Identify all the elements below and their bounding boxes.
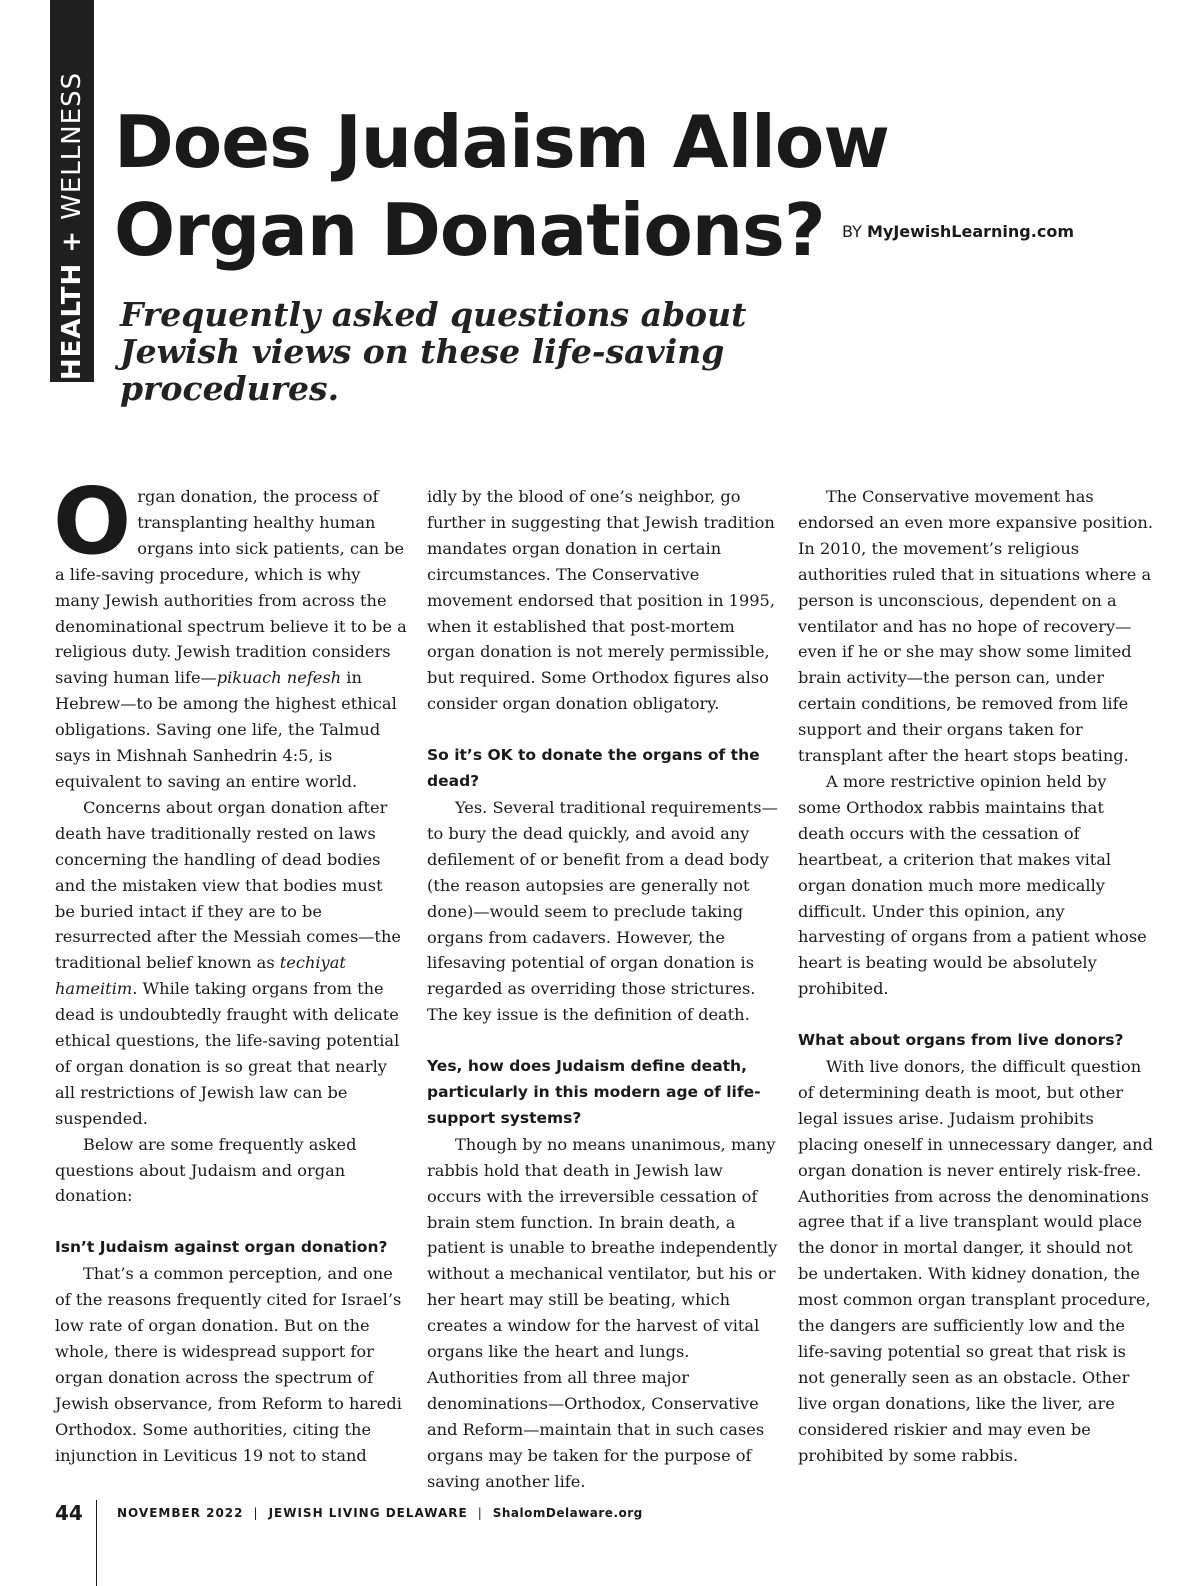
- byline-source: MyJewishLearning.com: [866, 222, 1074, 241]
- answer-paragraph-3: Though by no means unanimous, many rabbis hold that death in Jewish law occurs with the irreversible cessation of brain stem function. In brain death, a patient is unable to breathe independently without a mechanical ventilator, but his or her heart may still be beating, which creates a window for the harvest of vital organs like the heart and lungs. Authorities from all three major denominations—Orthodox, Conservative and Reform—maintain that in such cases organs may be taken for the purpose of saving another life.: [427, 1134, 778, 1491]
- drop-cap: O: [53, 468, 132, 575]
- paragraph-intro: [53, 468, 407, 795]
- title-line-1: Does Judaism Allow: [114, 100, 889, 184]
- answer-paragraph-1-cont: idly by the blood of one’s neighbor, go further in suggesting that Jewish tradition mandates organ donation in certain circumstances. The Conservative movement endorsed that position in 1995, when it established that post-mortem organ donation is not merely permissible, but required. Some Orthodox figures also consider organ donation obligatory.: [427, 487, 775, 714]
- paragraph-orthodox: A more restrictive opinion held by some Orthodox rabbis maintains that death occurs with the cessation of heartbeat, a criterion that makes vital organ donation much more medically difficult. Under this opinion, any harvesting of organs from a patient whose heart is beating would be absolutely prohibited.: [798, 771, 1147, 999]
- footer-website: ShalomDelaware.org: [492, 1506, 643, 1520]
- paragraph-intro-text: rgan donation, the process of transplanting healthy human organs into sick patients, can be a life-saving procedure, which is why many Jewish authorities from across the denominational spectrum believe it to be a religious duty. Jewish tradition considers saving human life—: [55, 487, 407, 688]
- footer-publication: JEWISH LIVING DELAWARE: [268, 1506, 468, 1520]
- term-techiyat-hameitim: techiyat hameitim: [55, 953, 346, 999]
- term-pikuach-nefesh: pikuach nefesh: [216, 668, 342, 688]
- footer-separator-1: |: [253, 1506, 259, 1520]
- byline-prefix: BY: [842, 222, 867, 241]
- section-label: [57, 72, 87, 380]
- paragraph-concerns: [55, 795, 407, 1132]
- footer-separator-2: |: [477, 1506, 483, 1520]
- byline: [842, 222, 1074, 241]
- paragraph-concerns-text: Concerns about organ donation after death have traditionally rested on laws concerning the handling of dead bodies and the mistaken view that bodies must be buried intact if they are to be resurrected after the Messiah comes—the traditional belief known as: [55, 797, 401, 973]
- answer-paragraph-4: With live donors, the difficult question of determining death is moot, but other legal issues arise. Judaism prohibits placing oneself in unnecessary danger, and organ donation is never entirely risk-free. Authorities from across the denominations agree that if a live transplant would place the donor in mortal danger, it should not be undertaken. With kidney donation, the most common organ transplant procedure, the dangers are sufficiently low and the life-saving potential so great that risk is not generally seen as an obstacle. Other live organ donations, like the liver, are considered riskier and may even be prohibited by some rabbis.: [798, 1057, 1153, 1465]
- paragraph-below: Below are some frequently asked questions about Judaism and organ donation:: [55, 1134, 357, 1206]
- footer-issue: NOVEMBER 2022: [117, 1506, 244, 1520]
- article-column-2: [427, 484, 779, 1495]
- paragraph-conservative: The Conservative movement has endorsed an even more expansive position. In 2010, the movement’s religious authorities ruled that in situations where a person is unconscious, dependent on a ventilator and has no hope of recovery—even if he or she may show some limited brain activity—the person can, under certain conditions, be removed from life support and their organs taken for transplant after the heart stops beating.: [798, 487, 1153, 766]
- article-subtitle: Frequently asked questions about Jewish views on these life-saving procedures.: [120, 295, 747, 408]
- question-heading-3: Yes, how does Judaism define death, particularly in this modern age of life-support systems?: [427, 1057, 761, 1127]
- question-heading-1: Isn’t Judaism against organ donation?: [55, 1238, 388, 1257]
- title-line-2: Organ Donations?: [114, 188, 825, 272]
- question-heading-2: So it’s OK to donate the organs of the dead?: [427, 746, 760, 791]
- section-label-wellness: WELLNESS: [57, 71, 87, 220]
- paragraph-concerns-rest: . While taking organs from the dead is undoubtedly fraught with delicate ethical questions, the life-saving potential of organ donation is so great that nearly all restrictions of Jewish law can be suspended.: [55, 979, 400, 1128]
- footer-divider: [96, 1500, 97, 1586]
- section-label-health: HEALTH: [57, 262, 87, 381]
- answer-paragraph-1: That’s a common perception, and one of the reasons frequently cited for Israel’s low rate of organ donation. But on the whole, there is widespread support for organ donation across the spectrum of Jewish observance, from Reform to haredi Orthodox. Some authorities, citing the injunction in Leviticus 19 not to stand: [55, 1264, 402, 1465]
- footer-info: [117, 1503, 643, 1523]
- question-heading-4: What about organs from live donors?: [798, 1031, 1124, 1050]
- article-column-1: [53, 468, 407, 1469]
- page-number: 44: [55, 1501, 83, 1525]
- article-title: [114, 98, 889, 274]
- answer-paragraph-2: Yes. Several traditional requirements—to bury the dead quickly, and avoid any defilement of or benefit from a dead body (the reason autopsies are generally not done)—would seem to preclude taking organs from cadavers. However, the lifesaving potential of organ donation is regarded as overriding those strictures. The key issue is the definition of death.: [427, 797, 778, 1025]
- article-column-3: [798, 484, 1153, 1469]
- section-label-plus: +: [57, 219, 87, 263]
- paragraph-intro-rest: in Hebrew—to be among the highest ethical obligations. Saving one life, the Talmud says in Mishnah Sanhedrin 4:5, is equivalent to saving an entire world.: [55, 668, 397, 791]
